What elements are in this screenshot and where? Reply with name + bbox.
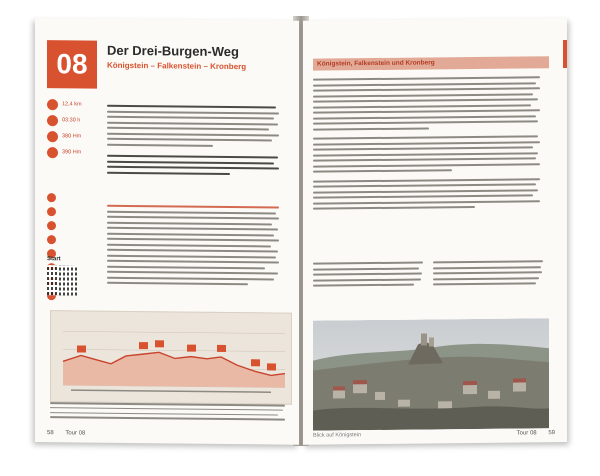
intro-text (107, 105, 283, 179)
waypoint-legend (50, 402, 290, 424)
stat-distance: 12,4 km (47, 98, 107, 111)
tour-stats (47, 98, 107, 163)
bus-icon (47, 207, 56, 216)
start-label: Start (47, 256, 61, 263)
descent-icon (47, 147, 58, 158)
right-page (303, 18, 567, 445)
tour-title: Der Drei-Burgen-Weg (107, 42, 239, 60)
photo-caption: Blick auf Königstein (313, 432, 361, 439)
left-page (35, 18, 299, 445)
restaurant-icon (47, 235, 56, 244)
parking-icon (47, 193, 56, 202)
stat-ascent: 380 Hm (47, 130, 107, 143)
route-description (107, 205, 283, 289)
stat-duration: 03:30 h (47, 114, 107, 127)
right-footer-tour: Tour 08 (516, 430, 537, 437)
elevation-profile-graphic (51, 311, 291, 404)
elevation-profile (50, 310, 292, 405)
open-book (35, 18, 567, 442)
section-header: Königstein, Falkenstein und Kronberg (313, 56, 549, 70)
history-text (313, 76, 545, 213)
route-text-col1 (313, 261, 425, 290)
tour-subtitle: Königstein – Falkenstein – Kronberg (107, 60, 247, 72)
left-page-number: 58 (47, 430, 54, 437)
tour-number-badge: 08 (47, 40, 97, 89)
stat-descent: 390 Hm (47, 146, 107, 159)
right-page-number: 59 (548, 430, 555, 437)
clock-icon (47, 115, 58, 126)
train-icon (47, 221, 56, 230)
left-footer-tour: Tour 08 (65, 430, 86, 437)
town-landscape-image (313, 318, 549, 430)
ascent-icon (47, 131, 58, 142)
route-text-col2 (433, 260, 545, 289)
left-footer (47, 430, 85, 436)
right-footer (517, 430, 555, 436)
chapter-tab (563, 40, 567, 68)
koenigstein-photo (313, 318, 549, 430)
distance-icon (47, 99, 58, 110)
